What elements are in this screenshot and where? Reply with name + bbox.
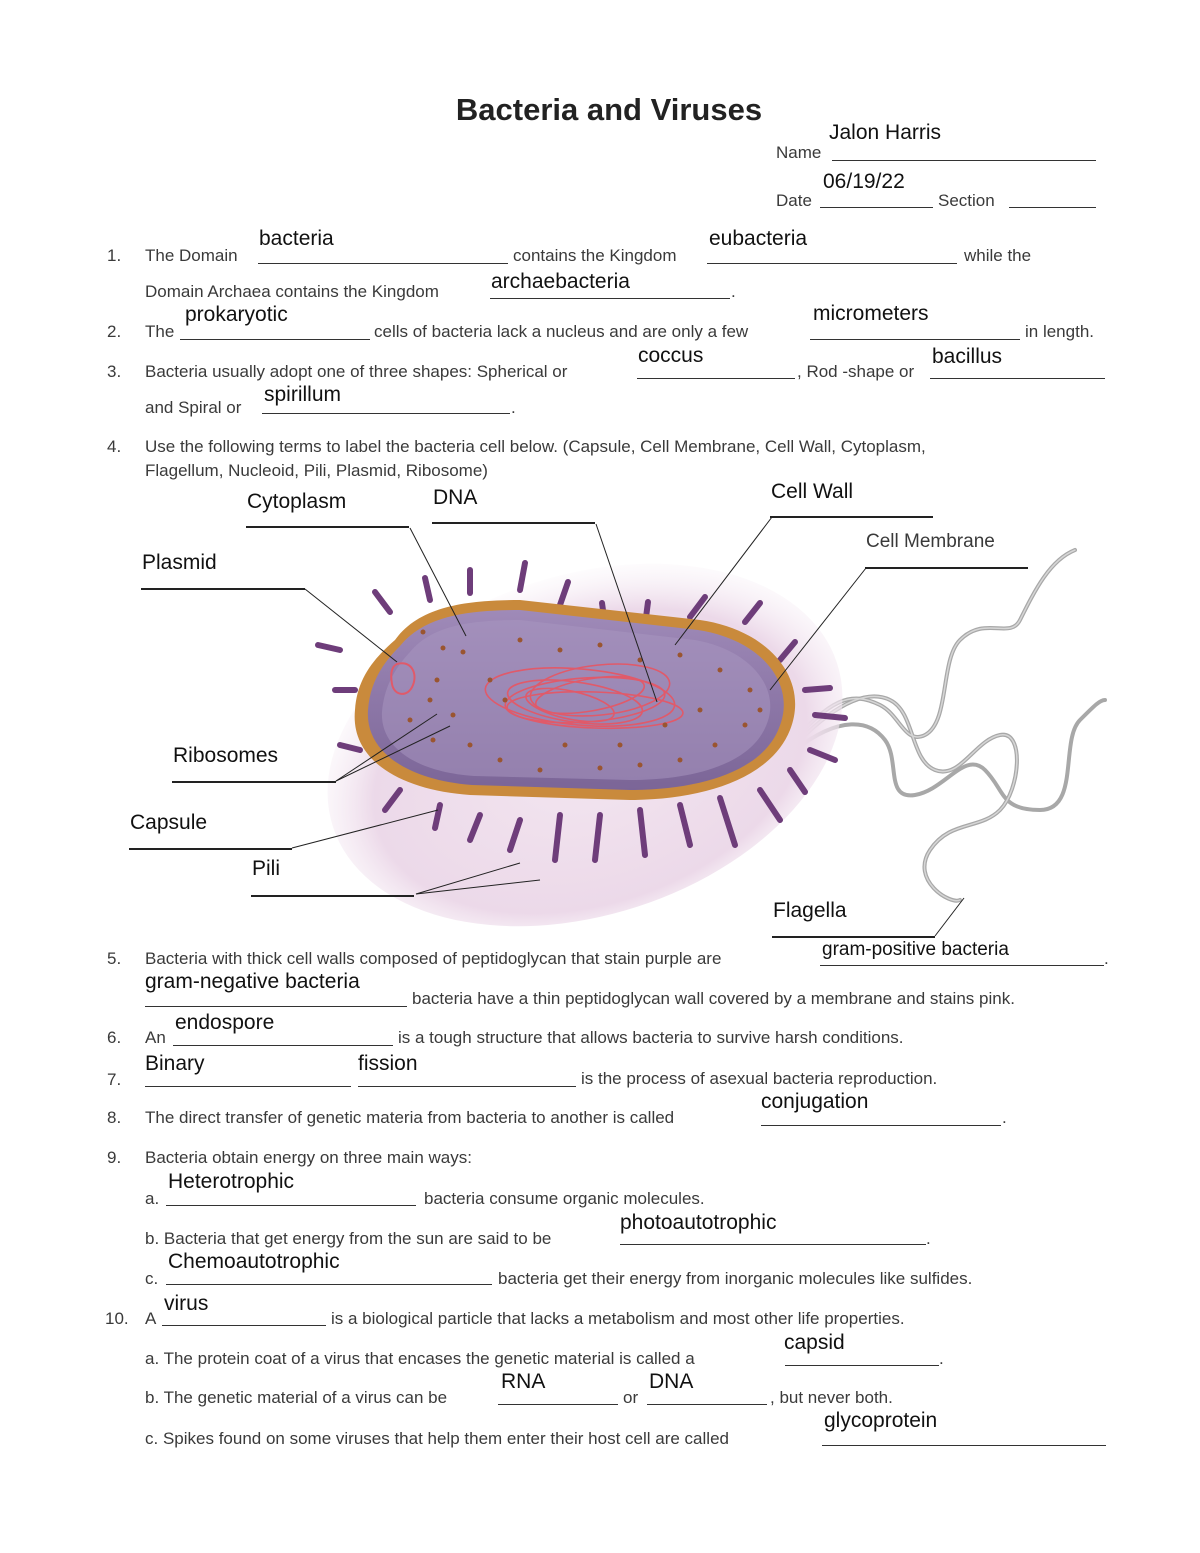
- q8-blank-1[interactable]: [761, 1125, 1001, 1126]
- label-plasmid: Plasmid: [142, 551, 217, 574]
- q10b-blank-2[interactable]: [647, 1404, 767, 1405]
- q7-answer-2: fission: [358, 1052, 418, 1075]
- name-label: Name: [776, 143, 822, 162]
- q2-text-1: The: [145, 322, 175, 341]
- q3-text-1: Bacteria usually adopt one of three shapes: Spherical or: [145, 362, 568, 381]
- date-value: 06/19/22: [823, 170, 905, 193]
- q10b-or: or: [623, 1388, 639, 1407]
- q1-answer-3: archaebacteria: [491, 270, 630, 293]
- q7-text-1: is the process of asexual bacteria reproduction.: [581, 1069, 938, 1088]
- q9b-end: .: [926, 1229, 931, 1248]
- q3-answer-1: coccus: [638, 344, 704, 367]
- q5-blank-1[interactable]: [820, 965, 1104, 966]
- q5-text-2: .: [1104, 949, 1109, 968]
- q9a-blank[interactable]: [166, 1205, 416, 1206]
- q1-number: 1.: [107, 246, 122, 265]
- q3-answer-2: bacillus: [932, 345, 1003, 368]
- section-label: Section: [938, 191, 995, 210]
- q4-instructions-line-1: Use the following terms to label the bacteria cell below. (Capsule, Cell Membrane, Cell Wall, Cytoplasm,: [145, 437, 926, 456]
- q9b-answer: photoautotrophic: [620, 1211, 777, 1234]
- label-cytoplasm: Cytoplasm: [247, 490, 347, 513]
- q8-text-1: The direct transfer of genetic materia from bacteria to another is called: [145, 1108, 675, 1127]
- q7-blank-2[interactable]: [358, 1086, 576, 1087]
- q1-answer-2: eubacteria: [709, 227, 808, 250]
- q10a-blank[interactable]: [785, 1365, 939, 1366]
- q6-answer-1: endospore: [175, 1011, 275, 1034]
- q2-answer-2: micrometers: [813, 302, 929, 325]
- q10-answer-1: virus: [164, 1292, 209, 1315]
- q9-text-1: Bacteria obtain energy on three main ways:: [145, 1148, 472, 1167]
- q9a-text: bacteria consume organic molecules.: [424, 1189, 705, 1208]
- q10b-answer-2: DNA: [649, 1370, 694, 1393]
- q10a-answer: capsid: [784, 1331, 845, 1354]
- q10-text-2: is a biological particle that lacks a metabolism and most other life properties.: [331, 1309, 905, 1328]
- q10a-end: .: [939, 1349, 944, 1368]
- name-value: Jalon Harris: [829, 121, 942, 144]
- q10c-text: c. Spikes found on some viruses that help them enter their host cell are called: [145, 1429, 729, 1448]
- q6-text-2: is a tough structure that allows bacteria to survive harsh conditions.: [398, 1028, 904, 1047]
- q1-text-5: .: [731, 282, 736, 301]
- q10b-blank-1[interactable]: [498, 1404, 618, 1405]
- q7-answer-1: Binary: [145, 1052, 205, 1075]
- q1-text-1: The Domain: [145, 246, 238, 265]
- label-cell-wall: Cell Wall: [771, 480, 854, 503]
- q1-text-3: while the: [964, 246, 1032, 265]
- q10c-answer: glycoprotein: [824, 1409, 938, 1432]
- q1-text-4: Domain Archaea contains the Kingdom: [145, 282, 439, 301]
- q10-text-1: A: [145, 1309, 157, 1328]
- q9b-text: b. Bacteria that get energy from the sun are said to be: [145, 1229, 552, 1248]
- q10-number: 10.: [105, 1309, 129, 1328]
- q3-text-3: and Spiral or: [145, 398, 242, 417]
- q9c-blank[interactable]: [166, 1284, 492, 1285]
- q9b-blank[interactable]: [620, 1244, 926, 1245]
- q2-answer-1: prokaryotic: [185, 303, 288, 326]
- q9a-answer: Heterotrophic: [168, 1170, 295, 1193]
- q10b-answer-1: RNA: [501, 1370, 546, 1393]
- label-cell-membrane: Cell Membrane: [866, 531, 995, 552]
- q10b-end: , but never both.: [770, 1388, 893, 1407]
- label-pili: Pili: [252, 857, 281, 880]
- q9c-answer: Chemoautotrophic: [168, 1250, 340, 1273]
- q9c-prefix: c.: [145, 1269, 159, 1288]
- q9c-text: bacteria get their energy from inorganic molecules like sulfides.: [498, 1269, 973, 1288]
- q9a-prefix: a.: [145, 1189, 160, 1208]
- label-ribosomes: Ribosomes: [173, 744, 279, 767]
- q3-text-4: .: [511, 398, 516, 417]
- q5-text-1: Bacteria with thick cell walls composed of peptidoglycan that stain purple are: [145, 949, 722, 968]
- q1-text-2: contains the Kingdom: [513, 246, 677, 265]
- q2-number: 2.: [107, 322, 122, 341]
- q6-number: 6.: [107, 1028, 122, 1047]
- label-flagella: Flagella: [773, 899, 847, 922]
- q7-number: 7.: [107, 1070, 122, 1089]
- q4-number: 4.: [107, 437, 122, 456]
- q6-blank-1[interactable]: [173, 1045, 393, 1046]
- q4-instructions-line-2: Flagellum, Nucleoid, Pili, Plasmid, Ribosome): [145, 461, 488, 480]
- q2-text-2: cells of bacteria lack a nucleus and are only a few: [374, 322, 749, 341]
- q10-blank-1[interactable]: [162, 1325, 326, 1326]
- q5-text-3: bacteria have a thin peptidoglycan wall covered by a membrane and stains pink.: [412, 989, 1015, 1008]
- q9-number: 9.: [107, 1148, 122, 1167]
- q10c-blank[interactable]: [822, 1445, 1106, 1446]
- q5-answer-1: gram-positive bacteria: [822, 939, 1009, 960]
- label-dna: DNA: [433, 486, 478, 509]
- q5-number: 5.: [107, 949, 122, 968]
- q10b-text: b. The genetic material of a virus can be: [145, 1388, 448, 1407]
- q7-blank-1[interactable]: [145, 1086, 351, 1087]
- q1-answer-1: bacteria: [259, 227, 334, 250]
- q6-text-1: An: [145, 1028, 166, 1047]
- page-title: Bacteria and Viruses: [455, 92, 763, 127]
- q10a-text: a. The protein coat of a virus that encases the genetic material is called a: [145, 1349, 695, 1368]
- q8-number: 8.: [107, 1108, 122, 1127]
- q5-answer-2: gram-negative bacteria: [145, 970, 360, 993]
- q3-text-2: , Rod -shape or: [797, 362, 915, 381]
- label-capsule: Capsule: [130, 811, 208, 834]
- q2-text-3: in length.: [1025, 322, 1094, 341]
- q3-number: 3.: [107, 362, 122, 381]
- q5-blank-2[interactable]: [145, 1006, 407, 1007]
- q8-text-2: .: [1002, 1108, 1007, 1127]
- q8-answer-1: conjugation: [761, 1090, 869, 1113]
- q3-answer-3: spirillum: [264, 383, 342, 406]
- date-label: Date: [776, 191, 812, 210]
